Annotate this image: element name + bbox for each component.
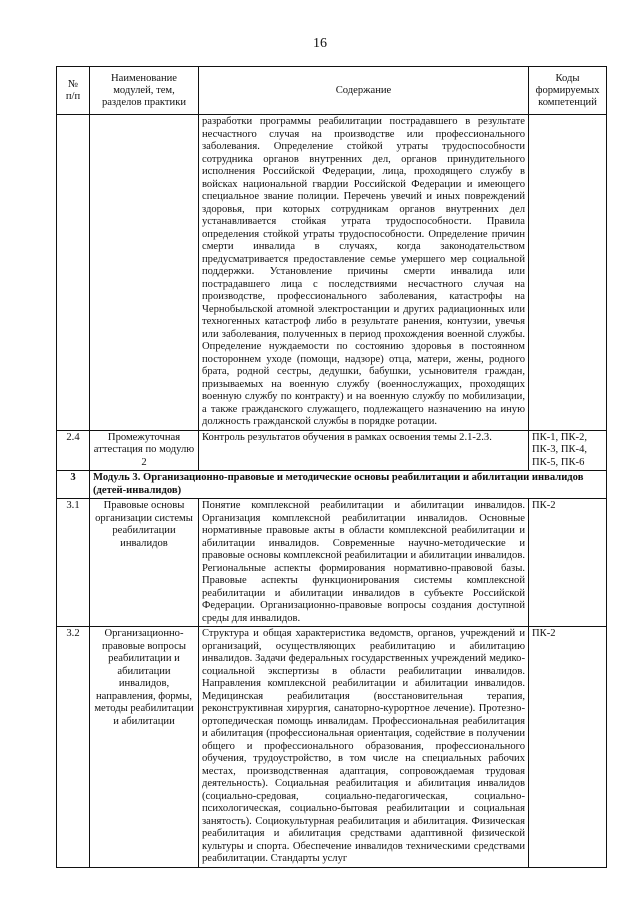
row-name: Правовые основы организации системы реабилитации инвалидов (90, 499, 199, 627)
row-name (90, 115, 199, 431)
header-codes: Коды формируемых компетенций (529, 67, 607, 115)
table-row (57, 499, 607, 627)
table-header-row (57, 67, 607, 115)
row-codes: ПК-2 (529, 499, 607, 627)
curriculum-table (56, 66, 607, 868)
module-title: Модуль 3. Организационно-правовые и методические основы реабилитации и абилитации инвалидов (детей-инвалидов) (90, 471, 607, 499)
row-num: 2.4 (57, 430, 90, 471)
row-content: Структура и общая характеристика ведомств, органов, учреждений и организаций, осуществляющих реабилитацию и абилитацию инвалидов. Задачи федеральных государственных учреждений медико-социальной экспертизы в области реабилитации инвалидов. Направления комплексной реабилитации и абилитации инвалидов. Медицинская реабилитация (восстановительная терапия, реконструктивная хирургия, санаторно-курортное лечение). Протезно-ортопедическая помощь инвалидам. Профессиональная реабилитация и абилитация (профессиональная ориентация, содействие в получении общего и профессионального образования, профессионального обучения, трудоустройство, в том числе на специальных рабочих местах, производственная адаптация, сопровождаемая трудовая деятельность). Социальная реабилитация и абилитация инвалидов (социально-средовая, социально-педагогическая, социально-психологическая, социально-бытовая реабилитации и социальная занятость). Социокультурная реабилитация и абилитация. Физическая реабилитация и абилитация средствами адаптивной физической культуры и спорта. Обеспечение инвалидов техническими средствами реабилитации. Стандарты услуг (199, 627, 529, 868)
table-row (57, 627, 607, 868)
header-name: Наименование модулей, тем, разделов практики (90, 67, 199, 115)
row-codes: ПК-2 (529, 627, 607, 868)
row-num: 3.2 (57, 627, 90, 868)
header-num: № п/п (57, 67, 90, 115)
row-codes: ПК-1, ПК-2, ПК-3, ПК-4, ПК-5, ПК-6 (529, 430, 607, 471)
module-row (57, 471, 607, 499)
page-number: 16 (313, 36, 327, 51)
row-content: разработки программы реабилитации пострадавшего в результате несчастного случая на производстве или профессионального заболевания. Определение стойкой утраты трудоспособности сотрудника органов внутренних дел, органов принудительного исполнения Российской Федерации, лица, проходящего службу в войсках национальной гвардии Российской Федерации и имеющего специальное звание полиции. Перечень увечий и иных повреждений здоровья, при которых сотрудникам органов внутренних дел устанавливается стойкая утрата трудоспособности. Правила определения стойкой утраты трудоспособности. Определение причин смерти инвалида в случаях, когда законодательством предусматривается предоставление семье умершего мер социальной поддержки. Установление причины смерти инвалида или пострадавшего лица с последствиями несчастного случая на производстве, профессионального заболевания, катастрофы на Чернобыльской атомной электростанции и других радиационных или техногенных катастроф либо в результате ранения, контузии, увечья или заболевания, полученных в период прохождения военной службы. Определение нуждаемости по состоянию здоровья в постоянном постороннем уходе (помощи, надзоре) отца, матери, жены, родного брата, родной сестры, дедушки, бабушки, усыновителя граждан, призываемых на военную службу (военнослужащих, проходящих военную службу по контракту) и на военную службу по мобилизации, а также гражданского служащего, подлежащего назначению на иную должность гражданской службы в порядке ротации. (199, 115, 529, 431)
row-codes (529, 115, 607, 431)
header-content: Содержание (199, 67, 529, 115)
table-row (57, 430, 607, 471)
module-num: 3 (57, 471, 90, 499)
row-content: Контроль результатов обучения в рамках освоения темы 2.1-2.3. (199, 430, 529, 471)
row-num (57, 115, 90, 431)
row-name: Организационно-правовые вопросы реабилитации и абилитации инвалидов, направления, формы, методы реабилитации и абилитации (90, 627, 199, 868)
row-content: Понятие комплексной реабилитации и абилитации инвалидов. Организация комплексной реабилитации инвалидов. Основные нормативные правовые акты в области комплексной реабилитации и абилитации инвалидов. Современные научно-методические и правовые основы комплексной реабилитации и абилитации инвалидов. Региональные аспекты формирования нормативно-правовой базы. Правовые аспекты функционирования системы комплексной реабилитации и абилитации инвалидов в субъекте Российской Федерации. Организационно-правовые вопросы создания доступной среды для инвалидов. (199, 499, 529, 627)
row-name: Промежуточная аттестация по модулю 2 (90, 430, 199, 471)
row-num: 3.1 (57, 499, 90, 627)
table-row (57, 115, 607, 431)
